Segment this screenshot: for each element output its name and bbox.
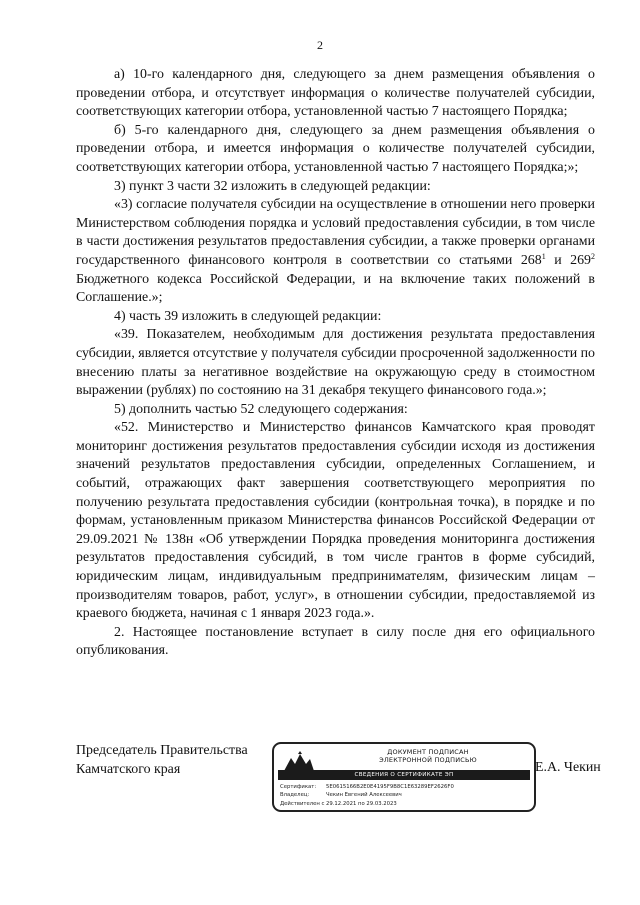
stamp-row-certificate <box>280 783 530 791</box>
stamp-cert-header: СВЕДЕНИЯ О СЕРТИФИКАТЕ ЭП <box>278 770 530 780</box>
stamp-title-line1: ДОКУМЕНТ ПОДПИСАН <box>387 748 469 756</box>
footnote-sup-1: 1 <box>541 251 546 261</box>
paragraph-amendment-3: 3) пункт 3 части 32 изложить в следующей редакции: <box>114 178 431 194</box>
clause-3-tail: Бюджетного кодекса Российской Федерации, и на включение таких положений в Соглашение.»; <box>76 271 595 306</box>
stamp-row-owner <box>280 791 530 799</box>
paragraph-b: б) 5-го календарного дня, следующего за днем размещения объявления о проведении отбора, и имеется информация о количестве получателей субсидии, соответствующих категории отбора, установленной частью 7 настоящего Порядка;»; <box>76 122 595 175</box>
stamp-title <box>328 748 528 764</box>
stamp-cert-details <box>280 783 530 808</box>
paragraph-part-39: «39. Показателем, необходимым для достижения результата предоставления субсидии, является отсутствие у получателя субсидии просроченной задолженности по внесению платы за негативное воздействие на окружающую среду в стоимостном выражении (рублях) по состоянию на 31 декабря текущего финансового года.»; <box>76 327 595 399</box>
stamp-row-label: Сертификат: <box>280 784 317 790</box>
stamp-title-line2: ЭЛЕКТРОННОЙ ПОДПИСЬЮ <box>379 756 477 764</box>
paragraph-entry-into-force: 2. Настоящее постановление вступает в силу после дня его официального опубликования. <box>76 624 595 659</box>
paragraph-part-52: «52. Министерство и Министерство финансов Камчатского края проводят мониторинг достижения результатов предоставления субсидии исходя из достижения значений результатов предоставления субсидии, определенных Соглашением, и событий, отражающих факт завершения соответствующего мероприятия по получению результата предоставления субсидии (контрольная точка), в порядке и по формам, установленным приказом Министерства финансов Российской Федерации от 29.09.2021 № 138н «Об утверждении Порядка проведения мониторинга достижения результатов предоставления субсидий, в том числе грантов в форме субсидий, юридическим лицам, индивидуальным предпринимателям, физическим лицам – производителям товаров, работ, услуг», в отношении субсидии, предоставляемой из краевого бюджета, начиная с 1 января 2023 года.». <box>76 420 595 622</box>
clause-3-and: и 269 <box>545 252 591 268</box>
footnote-sup-2: 2 <box>591 251 595 261</box>
clause-3-text: «3) согласие получателя субсидии на осуществление в отношении него проверки Министерством соблюдения порядка и условий предоставления субсидии, в том числе в части достижения результатов предоставления субсидии, а также проверки органами государственного финансового контроля в соответствии со статьями 268 <box>76 197 595 268</box>
electronic-signature-stamp <box>272 742 536 812</box>
stamp-row-validity <box>280 800 530 808</box>
stamp-row-value: 5E0615166B2E0E4195F9B8C1E63289EF2626F0 <box>326 784 454 790</box>
stamp-row-label: Действителен с <box>280 800 325 807</box>
signer-position <box>76 742 248 779</box>
paragraph-a: а) 10-го календарного дня, следующего за днем размещения объявления о проведении отбора, и отсутствует информация о количестве получателей субсидии, соответствующих категории отбора, установленной частью 7 настоящего Порядка; <box>76 67 595 120</box>
paragraph-clause-3 <box>76 196 595 308</box>
paragraph-amendment-5: 5) дополнить частью 52 следующего содержания: <box>114 401 408 417</box>
signer-position-line2: Камчатского края <box>76 761 181 777</box>
signature-block <box>76 742 606 812</box>
document-body <box>76 66 595 661</box>
page-number: 2 <box>317 38 323 52</box>
stamp-row-value: 29.12.2021 по 29.03.2023 <box>326 800 397 807</box>
stamp-row-label: Владелец: <box>280 792 310 799</box>
signer-name: Е.А. Чекин <box>535 760 601 775</box>
stamp-row-value: Чекин Евгений Алексеевич <box>326 792 402 799</box>
signer-position-line1: Председатель Правительства <box>76 743 248 758</box>
paragraph-amendment-4: 4) часть 39 изложить в следующей редакции: <box>114 308 382 324</box>
